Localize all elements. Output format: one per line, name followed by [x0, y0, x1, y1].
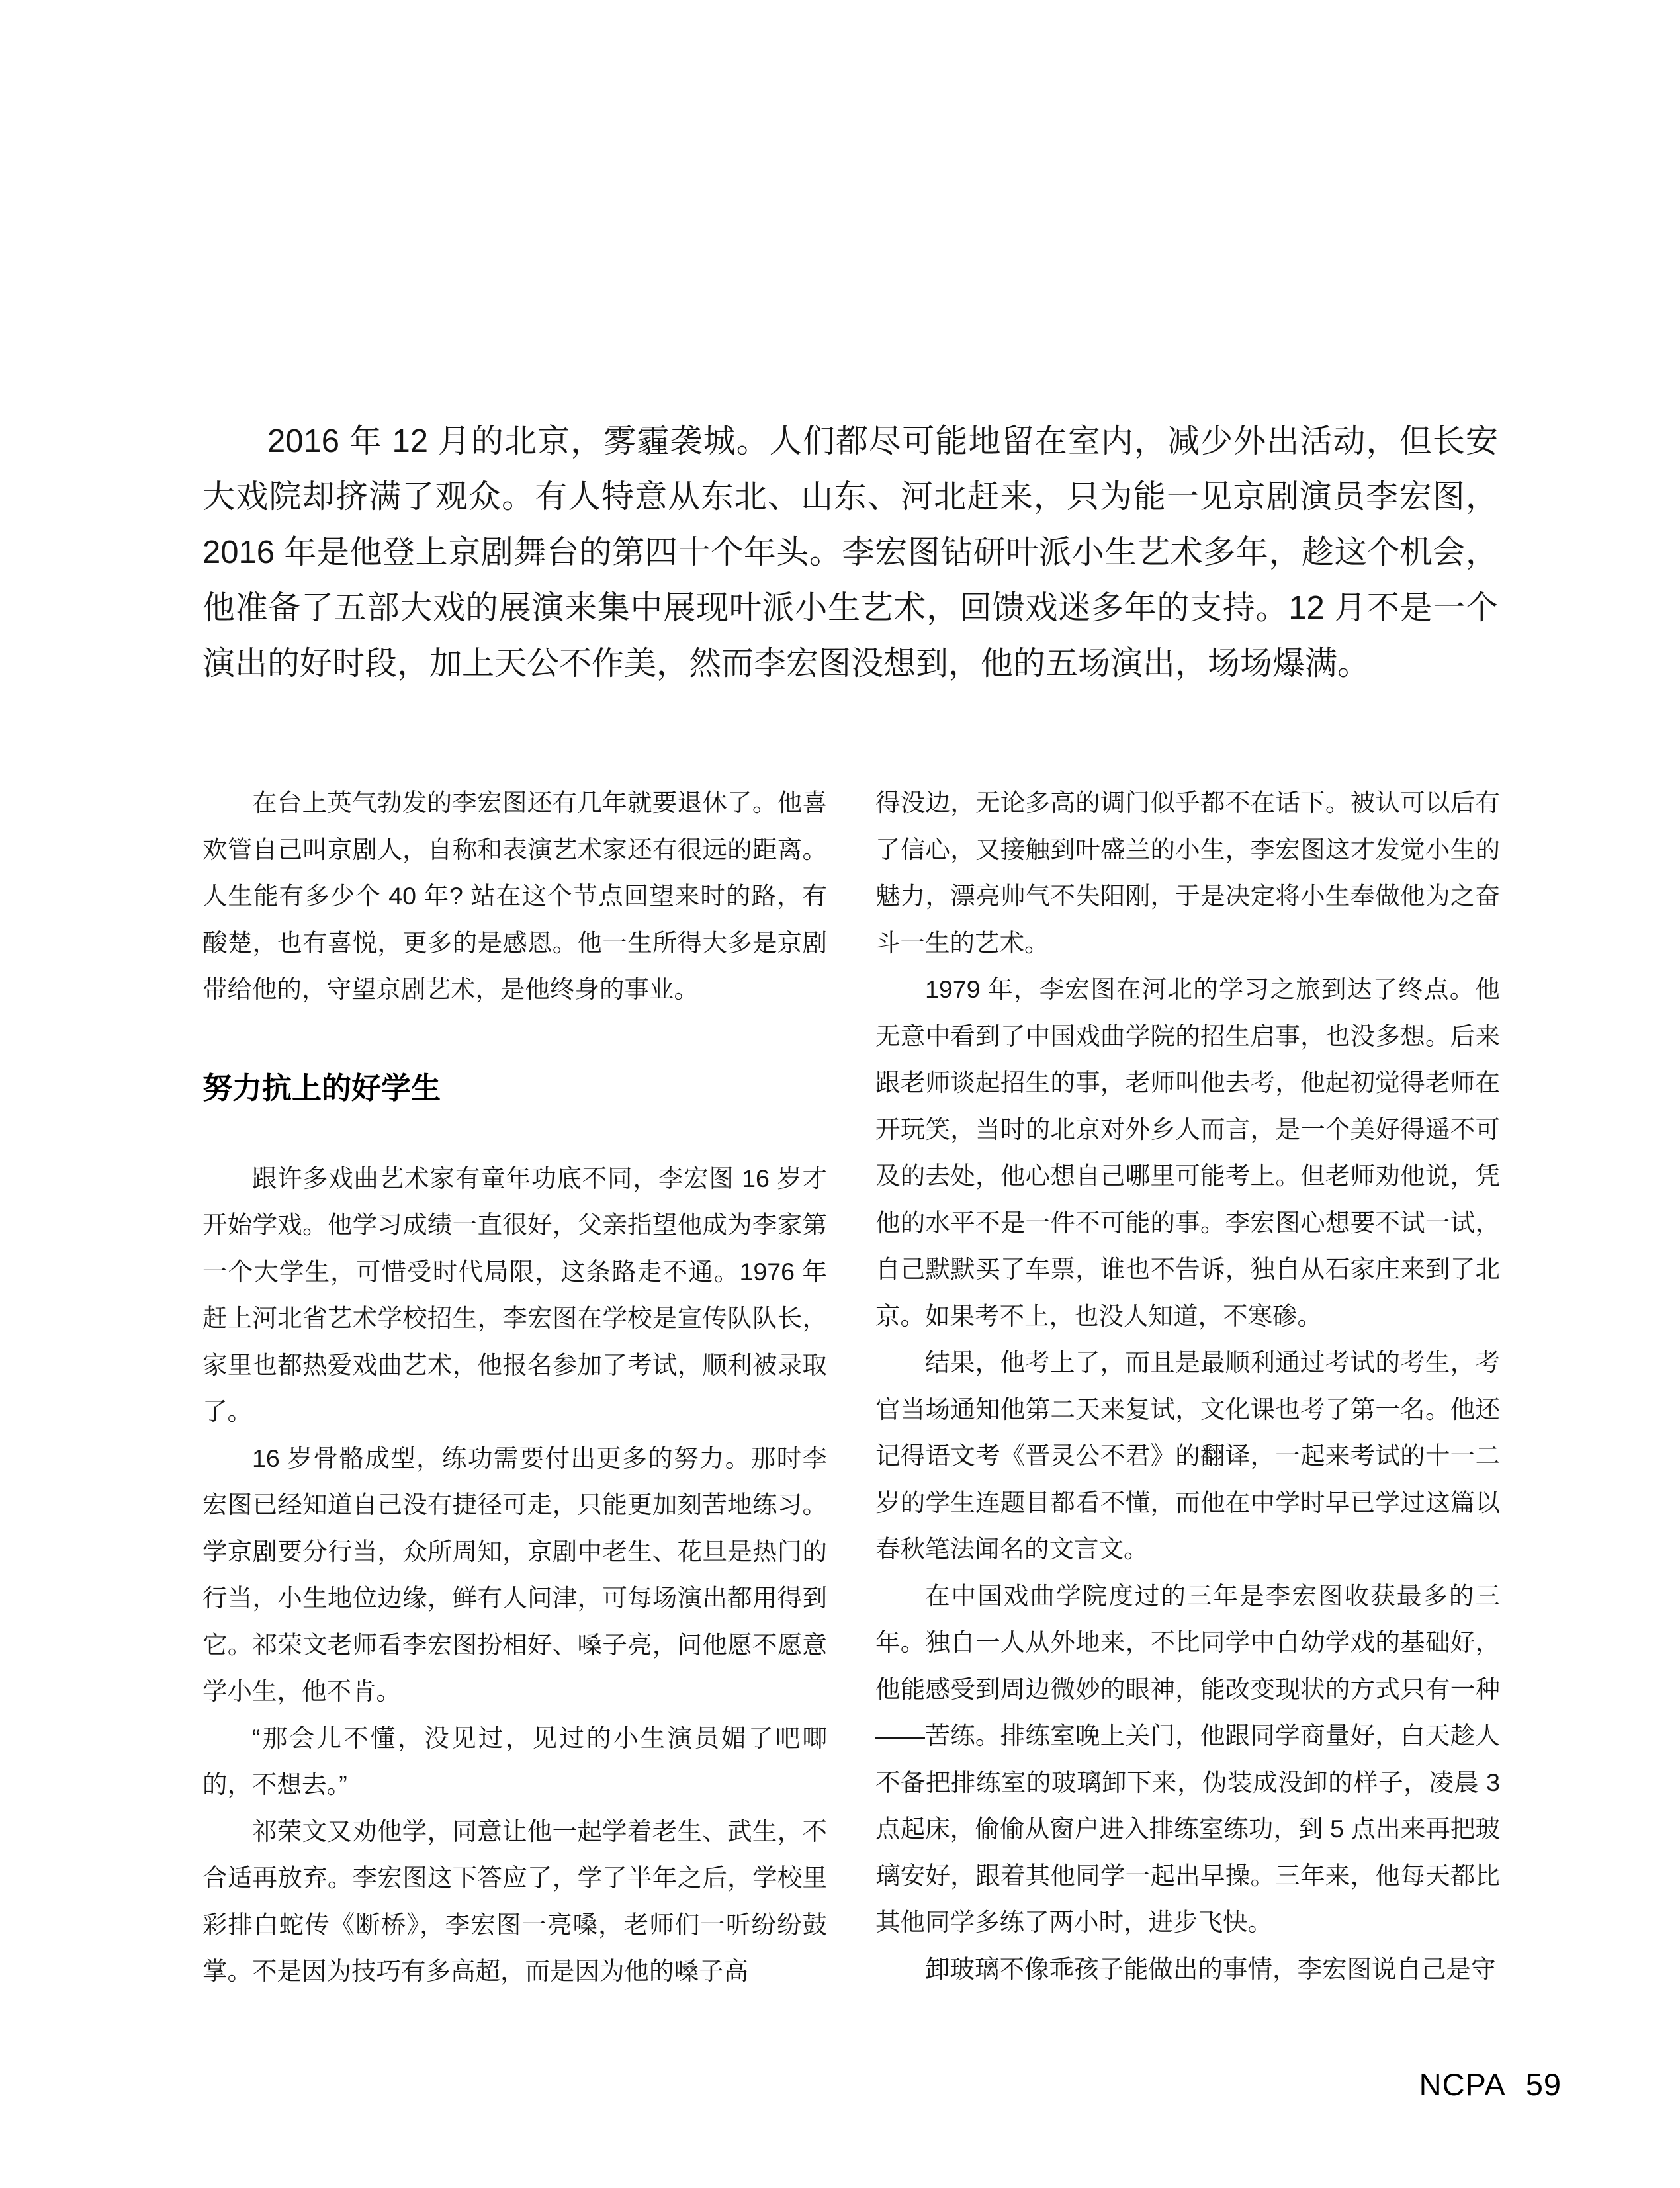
- body-paragraph: 16 岁骨骼成型，练功需要付出更多的努力。那时李宏图已经知道自己没有捷径可走，只能更加刻苦地练习。学京剧要分行当，众所周知，京剧中老生、花旦是热门的行当，小生地位边缘，鲜有人问津，可每场演出都用得到它。祁荣文老师看李宏图扮相好、嗓子亮，问他愿不愿意学小生，他不肯。: [202, 1444, 827, 1705]
- opening-paragraph: 在台上英气勃发的李宏图还有几年就要退休了。他喜欢管自己叫京剧人，自称和表演艺术家还有很远的距离。人生能有多少个 40 年? 站在这个节点回望来时的路，有酸楚，也有喜悦，更多的是感恩。他一生所得大多是京剧带给他的，守望京剧艺术，是他终身的事业。: [202, 789, 827, 1003]
- article-right-column: [875, 779, 1500, 1992]
- body-paragraph: 结果，他考上了，而且是最顺利通过考试的考生，考官当场通知他第二天来复试，文化课也考了第一名。他还记得语文考《晋灵公不君》的翻译，一起来考试的十一二岁的学生连题目都看不懂，而他在中学时早已学过这篇以春秋笔法闻名的文言文。: [875, 1348, 1500, 1563]
- intro-paragraph: 2016 年 12 月的北京，雾霾袭城。人们都尽可能地留在室内，减少外出活动，但长安大戏院却挤满了观众。有人特意从东北、山东、河北赶来，只为能一见京剧演员李宏图，2016 年是他登上京剧舞台的第四十个年头。李宏图钻研叶派小生艺术多年，趁这个机会，他准备了五部大戏的展演来集中展现叶派小生艺术，回馈戏迷多年的支持。12 月不是一个演出的好时段，加上天公不作美，然而李宏图没想到，他的五场演出，场场爆满。: [202, 423, 1498, 681]
- journal-name: NCPA: [1419, 2067, 1506, 2102]
- body-paragraph: 祁荣文又劝他学，同意让他一起学着老生、武生，不合适再放弃。李宏图这下答应了，学了半年之后，学校里彩排白蛇传《断桥》，李宏图一亮嗓，老师们一听纷纷鼓掌。不是因为技巧有多高超，而是因为他的嗓子高: [202, 1817, 827, 1985]
- right-column-paragraphs: [875, 779, 1500, 1992]
- article-left-column: [202, 779, 827, 1995]
- page-number: 59: [1525, 2067, 1562, 2102]
- body-paragraph: 得没边，无论多高的调门似乎都不在话下。被认可以后有了信心，又接触到叶盛兰的小生，李宏图这才发觉小生的魅力，漂亮帅气不失阳刚，于是决定将小生奉做他为之奋斗一生的艺术。: [875, 789, 1500, 957]
- left-column-paragraphs: [202, 1155, 827, 1995]
- page-footer: [1419, 2068, 1562, 2101]
- body-paragraph: 跟许多戏曲艺术家有童年功底不同，李宏图 16 岁才开始学戏。他学习成绩一直很好，父亲指望他成为李家第一个大学生，可惜受时代局限，这条路走不通。1976 年赶上河北省艺术学校招生，李宏图在学校是宣传队队长，家里也都热爱戏曲艺术，他报名参加了考试，顺利被录取了。: [202, 1164, 827, 1425]
- body-paragraph: 1979 年，李宏图在河北的学习之旅到达了终点。他无意中看到了中国戏曲学院的招生启事，也没多想。后来跟老师谈起招生的事，老师叫他去考，他起初觉得老师在开玩笑，当时的北京对外乡人而言，是一个美好得遥不可及的去处，他心想自己哪里可能考上。但老师劝他说，凭他的水平不是一件不可能的事。李宏图心想要不试一试，自己默默买了车票，谁也不告诉，独自从石家庄来到了北京。如果考不上，也没人知道，不寒碜。: [875, 975, 1500, 1330]
- body-paragraph: “那会儿不懂，没见过，见过的小生演员媚了吧唧的，不想去。”: [202, 1724, 827, 1798]
- section-heading: 努力抗上的好学生: [202, 1071, 441, 1105]
- body-paragraph: 卸玻璃不像乖孩子能做出的事情，李宏图说自己是守: [925, 1954, 1496, 1983]
- body-paragraph: 在中国戏曲学院度过的三年是李宏图收获最多的三年。独自一人从外地来，不比同学中自幼学戏的基础好，他能感受到周边微妙的眼神，能改变现状的方式只有一种——苦练。排练室晚上关门，他跟同学商量好，白天趁人不备把排练室的玻璃卸下来，伪装成没卸的样子，凌晨 3 点起床，偷偷从窗户进入排练室练功，到 5 点出来再把玻璃安好，跟着其他同学一起出早操。三年来，他每天都比其他同学多练了两小时，进步飞快。: [875, 1581, 1500, 1936]
